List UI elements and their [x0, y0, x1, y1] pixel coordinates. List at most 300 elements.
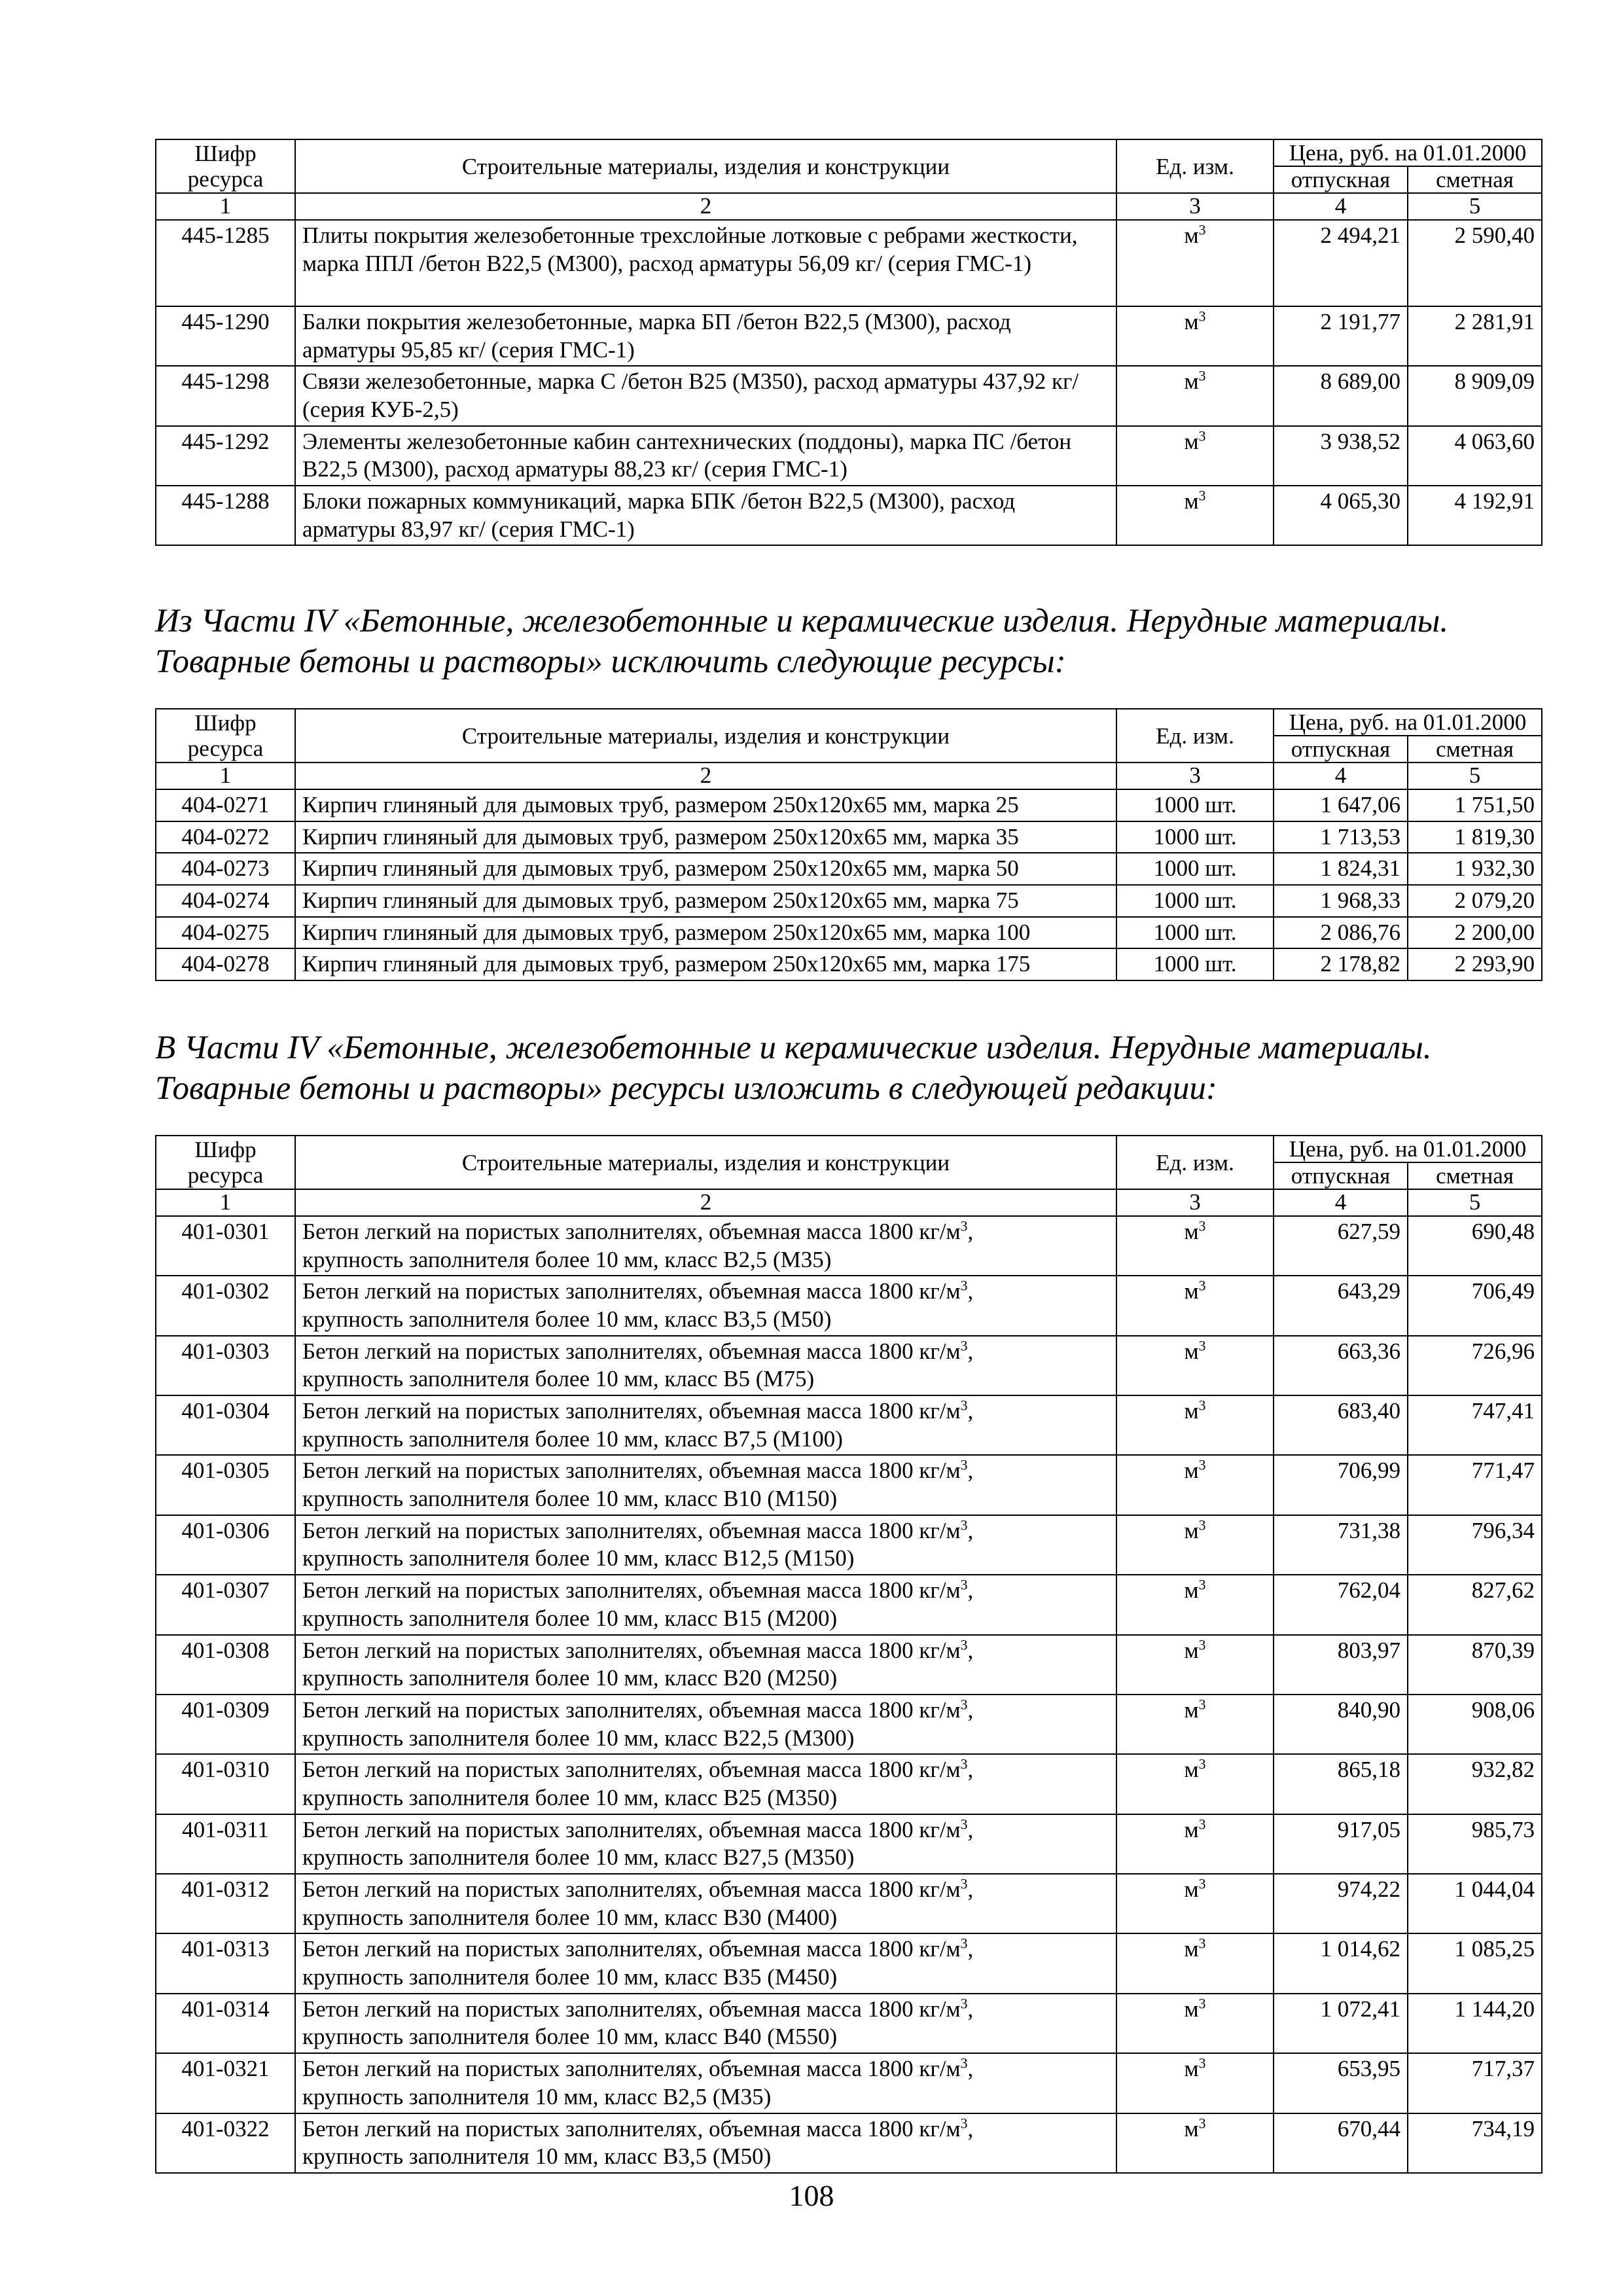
resource-name: Балки покрытия железобетонные, марка БП /бетон В22,5 (М300), расход арматуры 95,85 кг/ (серия ГМС-1): [295, 306, 1116, 366]
unit-text: м: [1184, 1577, 1199, 1604]
resource-name: Бетон легкий на пористых заполнителях, объемная масса 1800 $кг/м^3$, крупность заполнителя более 10 мм, класс В2,5 (М35): [295, 1216, 1116, 1276]
header-code: Шифр ресурса: [156, 709, 295, 762]
resource-unit: [1116, 885, 1274, 917]
col-number: 1: [156, 762, 295, 789]
table-row: [156, 1575, 1542, 1634]
resources-table-1: [155, 139, 1543, 546]
resource-name-line1: Бетон легкий на пористых заполнителях, объемная масса 1800 кг/м: [302, 1278, 961, 1304]
estimate-price: 2 079,20: [1408, 885, 1542, 917]
resource-name: Бетон легкий на пористых заполнителях, объемная масса 1800 $кг/м^3$, крупность заполнителя более 10 мм, класс В12,5 (М150): [295, 1515, 1116, 1575]
col-number: 2: [295, 1189, 1116, 1216]
resource-name-line2: крупность заполнителя более 10 мм, класс В20 (М250): [302, 1665, 838, 1691]
resource-name: Бетон легкий на пористых заполнителях, объемная масса 1800 $кг/м^3$, крупность заполнителя более 10 мм, класс В15 (М200): [295, 1575, 1116, 1634]
estimate-price: 2 281,91: [1408, 306, 1542, 366]
estimate-price: 796,34: [1408, 1515, 1542, 1575]
resource-code: 401-0306: [156, 1515, 295, 1575]
table-row: [156, 486, 1542, 545]
estimate-price: 8 909,09: [1408, 366, 1542, 425]
table-row: [156, 948, 1542, 980]
resource-code: 445-1285: [156, 220, 295, 306]
resource-unit: [1116, 1336, 1274, 1395]
resource-name-line1: Бетон легкий на пористых заполнителях, объемная масса 1800 кг/м: [302, 1398, 961, 1424]
resource-unit: [1116, 1635, 1274, 1695]
resource-code: 401-0307: [156, 1575, 295, 1634]
unit-text: м: [1184, 1696, 1199, 1723]
table-row: [156, 1515, 1542, 1575]
release-price: 2 191,77: [1274, 306, 1408, 366]
table-row: [156, 1276, 1542, 1335]
superscript-three: 3: [1198, 488, 1206, 504]
resource-name: Бетон легкий на пористых заполнителях, объемная масса 1800 $кг/м^3$, крупность заполнителя 10 мм, класс В3,5 (М50): [295, 2113, 1116, 2173]
release-price: 683,40: [1274, 1395, 1408, 1455]
table-row: [156, 1754, 1542, 1814]
unit-text: м: [1184, 1458, 1199, 1484]
superscript-three: 3: [960, 1457, 968, 1473]
resource-code: 401-0310: [156, 1754, 295, 1814]
resource-unit: [1116, 1395, 1274, 1455]
resource-name-line2: крупность заполнителя более 10 мм, класс В5 (М75): [302, 1366, 815, 1392]
resource-unit: [1116, 306, 1274, 366]
superscript-three: 3: [960, 1756, 968, 1772]
release-price: 670,44: [1274, 2113, 1408, 2173]
resource-unit: [1116, 2053, 1274, 2113]
unit-text: м: [1184, 1338, 1199, 1364]
release-price: 3 938,52: [1274, 426, 1408, 486]
resource-name-line2: крупность заполнителя более 10 мм, класс В35 (М450): [302, 1964, 838, 1990]
unit-text: м: [1184, 1757, 1199, 1783]
resource-name-line2: крупность заполнителя более 10 мм, класс В25 (М350): [302, 1784, 838, 1810]
resource-name-line1: Бетон легкий на пористых заполнителях, объемная масса 1800 кг/м: [302, 1757, 961, 1783]
resource-code: 401-0301: [156, 1216, 295, 1276]
header-name: Строительные материалы, изделия и конструкции: [295, 139, 1116, 193]
estimate-price: 2 590,40: [1408, 220, 1542, 306]
resource-name-line2: крупность заполнителя 10 мм, класс В2,5 (М35): [302, 2083, 772, 2109]
resource-unit: [1116, 366, 1274, 425]
resource-name-line1: Бетон легкий на пористых заполнителях, объемная масса 1800 кг/м: [302, 2056, 961, 2082]
resource-name-line1: Бетон легкий на пористых заполнителях, объемная масса 1800 кг/м: [302, 1637, 961, 1663]
estimate-price: 1 932,30: [1408, 853, 1542, 885]
unit-text: 1000 шт.: [1153, 823, 1237, 850]
resource-code: 401-0313: [156, 1933, 295, 1993]
unit-text: 1000 шт.: [1153, 951, 1237, 977]
resource-code: 404-0278: [156, 948, 295, 980]
release-price: 706,99: [1274, 1455, 1408, 1515]
resource-code: 401-0312: [156, 1874, 295, 1933]
resource-code: 401-0311: [156, 1814, 295, 1874]
release-price: 8 689,00: [1274, 366, 1408, 425]
superscript-three: 3: [1198, 1756, 1206, 1772]
estimate-price: 747,41: [1408, 1395, 1542, 1455]
resource-unit: [1116, 821, 1274, 853]
superscript-three: 3: [960, 1397, 968, 1414]
header-unit: Ед. изм.: [1116, 1136, 1274, 1189]
release-price: 1 647,06: [1274, 789, 1408, 821]
resource-name: Бетон легкий на пористых заполнителях, объемная масса 1800 $кг/м^3$, крупность заполнителя более 10 мм, класс В20 (М250): [295, 1635, 1116, 1695]
caption-line: Товарные бетоны и растворы» исключить следующие ресурсы:: [155, 643, 1066, 680]
col-number: 4: [1274, 1189, 1408, 1216]
resource-code: 401-0304: [156, 1395, 295, 1455]
header-estimate: сметная: [1408, 1162, 1542, 1189]
col-number: 1: [156, 193, 295, 220]
release-price: 1 824,31: [1274, 853, 1408, 885]
table-row: [156, 426, 1542, 486]
col-number: 5: [1408, 193, 1542, 220]
table-row: [156, 1695, 1542, 1754]
estimate-price: 726,96: [1408, 1336, 1542, 1395]
estimate-price: 985,73: [1408, 1814, 1542, 1874]
header-estimate: сметная: [1408, 736, 1542, 762]
table-row: [156, 1216, 1542, 1276]
resource-name-line1: Бетон легкий на пористых заполнителях, объемная масса 1800 кг/м: [302, 1458, 961, 1484]
table-row: [156, 1874, 1542, 1933]
col-number: 5: [1408, 762, 1542, 789]
superscript-three: 3: [960, 1876, 968, 1892]
resource-unit: [1116, 2113, 1274, 2173]
table-row: [156, 1395, 1542, 1455]
header-estimate: сметная: [1408, 166, 1542, 193]
table-row: [156, 1635, 1542, 1695]
resource-name-line2: крупность заполнителя более 10 мм, класс В30 (М400): [302, 1904, 838, 1930]
resource-name-line1: Бетон легкий на пористых заполнителях, объемная масса 1800 кг/м: [302, 1696, 961, 1723]
resource-name-line1: Бетон легкий на пористых заполнителях, объемная масса 1800 кг/м: [302, 1577, 961, 1604]
table-row: [156, 885, 1542, 917]
estimate-price: 1 044,04: [1408, 1874, 1542, 1933]
caption-line: Товарные бетоны и растворы» ресурсы изложить в следующей редакции:: [155, 1070, 1217, 1107]
estimate-price: 734,19: [1408, 2113, 1542, 2173]
estimate-price: 1 819,30: [1408, 821, 1542, 853]
resource-name-line2: крупность заполнителя более 10 мм, класс В27,5 (М350): [302, 1844, 855, 1871]
resource-unit: [1116, 220, 1274, 306]
superscript-three: 3: [960, 1337, 968, 1354]
resources-table-2: [155, 708, 1543, 981]
resource-code: 404-0275: [156, 917, 295, 949]
header-code: Шифр ресурса: [156, 139, 295, 193]
table-row: [156, 853, 1542, 885]
superscript-three: 3: [1198, 427, 1206, 444]
resource-name-line2: крупность заполнителя более 10 мм, класс В10 (М150): [302, 1486, 838, 1512]
estimate-price: 908,06: [1408, 1695, 1542, 1754]
table-row: [156, 2113, 1542, 2173]
superscript-three: 3: [960, 1218, 968, 1234]
col-number: 1: [156, 1189, 295, 1216]
resource-name: Бетон легкий на пористых заполнителях, объемная масса 1800 $кг/м^3$, крупность заполнителя более 10 мм, класс В27,5 (М350): [295, 1814, 1116, 1874]
estimate-price: 2 200,00: [1408, 917, 1542, 949]
header-price: Цена, руб. на 01.01.2000: [1274, 1136, 1542, 1162]
col-number: 5: [1408, 1189, 1542, 1216]
resource-name: Бетон легкий на пористых заполнителях, объемная масса 1800 $кг/м^3$, крупность заполнителя более 10 мм, класс В7,5 (М100): [295, 1395, 1116, 1455]
unit-text: м: [1184, 1278, 1199, 1304]
superscript-three: 3: [1198, 1696, 1206, 1713]
resource-code: 401-0303: [156, 1336, 295, 1395]
header-code: Шифр ресурса: [156, 1136, 295, 1189]
resource-name: Связи железобетонные, марка С /бетон В25 (М350), расход арматуры 437,92 кг/ (серия КУБ-2,5): [295, 366, 1116, 425]
resource-code: 401-0302: [156, 1276, 295, 1335]
table-row: [156, 789, 1542, 821]
superscript-three: 3: [1198, 308, 1206, 325]
resource-name-line2: крупность заполнителя более 10 мм, класс В7,5 (М100): [302, 1426, 843, 1452]
resource-code: 404-0274: [156, 885, 295, 917]
resource-unit: [1116, 789, 1274, 821]
superscript-three: 3: [1198, 2115, 1206, 2131]
unit-text: 1000 шт.: [1153, 919, 1237, 945]
unit-text: м: [1184, 1218, 1199, 1244]
estimate-price: 870,39: [1408, 1635, 1542, 1695]
resource-name: Элементы железобетонные кабин сантехнических (поддоны), марка ПС /бетон В22,5 (М300), расход арматуры 88,23 кг/ (серия ГМС-1): [295, 426, 1116, 486]
table-row: [156, 1336, 1542, 1395]
resource-name-line2: крупность заполнителя более 10 мм, класс В40 (М550): [302, 2024, 838, 2050]
superscript-three: 3: [960, 2115, 968, 2131]
resource-name-line2: крупность заполнителя более 10 мм, класс В22,5 (М300): [302, 1725, 855, 1751]
superscript-three: 3: [1198, 1218, 1206, 1234]
resource-name: Бетон легкий на пористых заполнителях, объемная масса 1800 $кг/м^3$, крупность заполнителя более 10 мм, класс В40 (М550): [295, 1994, 1116, 2053]
unit-text: м: [1184, 1996, 1199, 2022]
resource-unit: [1116, 1216, 1274, 1276]
superscript-three: 3: [1198, 1517, 1206, 1534]
resource-name-line1: Бетон легкий на пористых заполнителях, объемная масса 1800 кг/м: [302, 1218, 961, 1244]
estimate-price: 827,62: [1408, 1575, 1542, 1634]
superscript-three: 3: [960, 1517, 968, 1534]
release-price: 663,36: [1274, 1336, 1408, 1395]
resource-unit: [1116, 1575, 1274, 1634]
release-price: 653,95: [1274, 2053, 1408, 2113]
header-unit: Ед. изм.: [1116, 139, 1274, 193]
resource-name: Бетон легкий на пористых заполнителях, объемная масса 1800 $кг/м^3$, крупность заполнителя более 10 мм, класс В25 (М350): [295, 1754, 1116, 1814]
estimate-price: 717,37: [1408, 2053, 1542, 2113]
superscript-three: 3: [1198, 1876, 1206, 1892]
release-price: 1 014,62: [1274, 1933, 1408, 1993]
page-number: 108: [789, 2179, 834, 2212]
resource-code: 404-0271: [156, 789, 295, 821]
unit-text: м: [1184, 428, 1199, 454]
resource-name-line2: крупность заполнителя более 10 мм, класс В2,5 (М35): [302, 1246, 832, 1272]
resource-name-line1: Бетон легкий на пористых заполнителях, объемная масса 1800 кг/м: [302, 1996, 961, 2022]
unit-text: м: [1184, 1517, 1199, 1543]
resource-code: 401-0308: [156, 1635, 295, 1695]
resource-name-line1: Бетон легкий на пористых заполнителях, объемная масса 1800 кг/м: [302, 2115, 961, 2142]
col-number: 3: [1116, 762, 1274, 789]
unit-text: м: [1184, 1398, 1199, 1424]
table-row: [156, 1994, 1542, 2053]
estimate-price: 1 144,20: [1408, 1994, 1542, 2053]
superscript-three: 3: [1198, 368, 1206, 384]
estimate-price: 932,82: [1408, 1754, 1542, 1814]
resource-code: 401-0321: [156, 2053, 295, 2113]
unit-text: м: [1184, 2056, 1199, 2082]
release-price: 1 072,41: [1274, 1994, 1408, 2053]
header-name: Строительные материалы, изделия и конструкции: [295, 709, 1116, 762]
resource-name: Плиты покрытия железобетонные трехслойные лотковые с ребрами жесткости, марка ППЛ /бетон В22,5 (М300), расход арматуры 56,09 кг/ (серия ГМС-1): [295, 220, 1116, 306]
table-row: [156, 917, 1542, 949]
resource-unit: [1116, 1933, 1274, 1993]
resource-unit: [1116, 1515, 1274, 1575]
superscript-three: 3: [1198, 1816, 1206, 1832]
col-number: 4: [1274, 762, 1408, 789]
resource-name: Кирпич глиняный для дымовых труб, размером 250х120х65 мм, марка 35: [295, 821, 1116, 853]
superscript-three: 3: [960, 1816, 968, 1832]
resource-code: 445-1298: [156, 366, 295, 425]
release-price: 731,38: [1274, 1515, 1408, 1575]
superscript-three: 3: [1198, 1337, 1206, 1354]
resource-unit: [1116, 426, 1274, 486]
release-price: 2 494,21: [1274, 220, 1408, 306]
caption-line: Из Части IV «Бетонные, железобетонные и керамические изделия. Нерудные материалы.: [155, 603, 1449, 639]
release-price: 2 178,82: [1274, 948, 1408, 980]
table-row: [156, 821, 1542, 853]
release-price: 762,04: [1274, 1575, 1408, 1634]
estimate-price: 1 751,50: [1408, 789, 1542, 821]
resource-name: Бетон легкий на пористых заполнителях, объемная масса 1800 $кг/м^3$, крупность заполнителя более 10 мм, класс В30 (М400): [295, 1874, 1116, 1933]
resource-name: Бетон легкий на пористых заполнителях, объемная масса 1800 $кг/м^3$, крупность заполнителя более 10 мм, класс В5 (М75): [295, 1336, 1116, 1395]
unit-text: м: [1184, 1637, 1199, 1663]
resource-unit: [1116, 917, 1274, 949]
resource-code: 401-0305: [156, 1455, 295, 1515]
release-price: 4 065,30: [1274, 486, 1408, 545]
superscript-three: 3: [1198, 1457, 1206, 1473]
resource-code: 404-0272: [156, 821, 295, 853]
resource-name-line1: Бетон легкий на пористых заполнителях, объемная масса 1800 кг/м: [302, 1816, 961, 1842]
superscript-three: 3: [1198, 1935, 1206, 1952]
superscript-three: 3: [1198, 1278, 1206, 1294]
resource-name: Кирпич глиняный для дымовых труб, размером 250х120х65 мм, марка 75: [295, 885, 1116, 917]
resource-name-line1: Бетон легкий на пористых заполнителях, объемная масса 1800 кг/м: [302, 1338, 961, 1364]
header-release: отпускная: [1274, 166, 1408, 193]
superscript-three: 3: [1198, 2055, 1206, 2072]
release-price: 803,97: [1274, 1635, 1408, 1695]
header-unit: Ед. изм.: [1116, 709, 1274, 762]
estimate-price: 4 192,91: [1408, 486, 1542, 545]
resource-code: 404-0273: [156, 853, 295, 885]
col-number: 3: [1116, 193, 1274, 220]
resource-unit: [1116, 1814, 1274, 1874]
table-row: [156, 306, 1542, 366]
superscript-three: 3: [960, 1577, 968, 1593]
superscript-three: 3: [1198, 1996, 1206, 2012]
resource-code: 445-1288: [156, 486, 295, 545]
resource-unit: [1116, 1695, 1274, 1754]
release-price: 2 086,76: [1274, 917, 1408, 949]
superscript-three: 3: [1198, 1636, 1206, 1653]
caption-line: В Части IV «Бетонные, железобетонные и керамические изделия. Нерудные материалы.: [155, 1030, 1432, 1066]
resource-name: Блоки пожарных коммуникаций, марка БПК /бетон В22,5 (М300), расход арматуры 83,97 кг/ (серия ГМС-1): [295, 486, 1116, 545]
table-row: [156, 2053, 1542, 2113]
resource-unit: [1116, 1276, 1274, 1335]
estimate-price: 1 085,25: [1408, 1933, 1542, 1993]
header-release: отпускная: [1274, 736, 1408, 762]
resource-name: Кирпич глиняный для дымовых труб, размером 250х120х65 мм, марка 175: [295, 948, 1116, 980]
resource-name-line2: крупность заполнителя 10 мм, класс В3,5 (М50): [302, 2144, 772, 2170]
col-number: 2: [295, 193, 1116, 220]
resource-unit: [1116, 1994, 1274, 2053]
table-row: [156, 220, 1542, 306]
release-price: 1 713,53: [1274, 821, 1408, 853]
estimate-price: 4 063,60: [1408, 426, 1542, 486]
unit-text: 1000 шт.: [1153, 887, 1237, 913]
resource-unit: [1116, 1754, 1274, 1814]
table-row: [156, 1455, 1542, 1515]
resource-name: Кирпич глиняный для дымовых труб, размером 250х120х65 мм, марка 50: [295, 853, 1116, 885]
release-price: 840,90: [1274, 1695, 1408, 1754]
estimate-price: 2 293,90: [1408, 948, 1542, 980]
table-row: [156, 1933, 1542, 1993]
resource-name-line1: Бетон легкий на пористых заполнителях, объемная масса 1800 кг/м: [302, 1517, 961, 1543]
resource-name-line2: крупность заполнителя более 10 мм, класс В15 (М200): [302, 1605, 838, 1631]
resource-code: 445-1292: [156, 426, 295, 486]
resource-unit: [1116, 1874, 1274, 1933]
col-number: 3: [1116, 1189, 1274, 1216]
unit-text: м: [1184, 2115, 1199, 2142]
release-price: 865,18: [1274, 1754, 1408, 1814]
superscript-three: 3: [960, 1278, 968, 1294]
resource-code: 401-0314: [156, 1994, 295, 2053]
superscript-three: 3: [1198, 1397, 1206, 1414]
resource-name: Бетон легкий на пористых заполнителях, объемная масса 1800 $кг/м^3$, крупность заполнителя 10 мм, класс В2,5 (М35): [295, 2053, 1116, 2113]
release-price: 917,05: [1274, 1814, 1408, 1874]
col-number: 4: [1274, 193, 1408, 220]
unit-text: м: [1184, 308, 1199, 334]
section-caption-edit: [155, 1028, 1543, 1109]
section-caption-exclude: [155, 601, 1543, 682]
resource-name: Бетон легкий на пористых заполнителях, объемная масса 1800 $кг/м^3$, крупность заполнителя более 10 мм, класс В22,5 (М300): [295, 1695, 1116, 1754]
resource-code: 445-1290: [156, 306, 295, 366]
release-price: 1 968,33: [1274, 885, 1408, 917]
unit-text: м: [1184, 1936, 1199, 1962]
unit-text: 1000 шт.: [1153, 791, 1237, 817]
resource-unit: [1116, 948, 1274, 980]
release-price: 643,29: [1274, 1276, 1408, 1335]
resource-name: Бетон легкий на пористых заполнителях, объемная масса 1800 $кг/м^3$, крупность заполнителя более 10 мм, класс В3,5 (М50): [295, 1276, 1116, 1335]
estimate-price: 690,48: [1408, 1216, 1542, 1276]
resource-name-line1: Бетон легкий на пористых заполнителях, объемная масса 1800 кг/м: [302, 1876, 961, 1902]
superscript-three: 3: [1198, 222, 1206, 238]
unit-text: м: [1184, 488, 1199, 514]
unit-text: 1000 шт.: [1153, 855, 1237, 882]
superscript-three: 3: [960, 2055, 968, 2072]
unit-text: м: [1184, 1876, 1199, 1902]
superscript-three: 3: [1198, 1577, 1206, 1593]
unit-text: м: [1184, 222, 1199, 248]
superscript-three: 3: [960, 1996, 968, 2012]
resource-name: Кирпич глиняный для дымовых труб, размером 250х120х65 мм, марка 100: [295, 917, 1116, 949]
resource-code: 401-0322: [156, 2113, 295, 2173]
col-number: 2: [295, 762, 1116, 789]
header-price: Цена, руб. на 01.01.2000: [1274, 139, 1542, 166]
superscript-three: 3: [960, 1636, 968, 1653]
superscript-three: 3: [960, 1935, 968, 1952]
table-row: [156, 366, 1542, 425]
resource-name: Бетон легкий на пористых заполнителях, объемная масса 1800 $кг/м^3$, крупность заполнителя более 10 мм, класс В10 (М150): [295, 1455, 1116, 1515]
resource-name: Кирпич глиняный для дымовых труб, размером 250х120х65 мм, марка 25: [295, 789, 1116, 821]
header-release: отпускная: [1274, 1162, 1408, 1189]
release-price: 627,59: [1274, 1216, 1408, 1276]
estimate-price: 771,47: [1408, 1455, 1542, 1515]
unit-text: м: [1184, 1816, 1199, 1842]
header-name: Строительные материалы, изделия и конструкции: [295, 1136, 1116, 1189]
resource-name-line2: крупность заполнителя более 10 мм, класс В3,5 (М50): [302, 1306, 832, 1332]
resource-name-line2: крупность заполнителя более 10 мм, класс В12,5 (М150): [302, 1545, 855, 1571]
resource-name-line1: Бетон легкий на пористых заполнителях, объемная масса 1800 кг/м: [302, 1936, 961, 1962]
estimate-price: 706,49: [1408, 1276, 1542, 1335]
resources-table-3: [155, 1135, 1543, 2174]
release-price: 974,22: [1274, 1874, 1408, 1933]
resource-name: Бетон легкий на пористых заполнителях, объемная масса 1800 $кг/м^3$, крупность заполнителя более 10 мм, класс В35 (М450): [295, 1933, 1116, 1993]
unit-text: м: [1184, 368, 1199, 395]
superscript-three: 3: [960, 1696, 968, 1713]
resource-code: 401-0309: [156, 1695, 295, 1754]
header-price: Цена, руб. на 01.01.2000: [1274, 709, 1542, 736]
resource-unit: [1116, 853, 1274, 885]
table-row: [156, 1814, 1542, 1874]
resource-unit: [1116, 486, 1274, 545]
